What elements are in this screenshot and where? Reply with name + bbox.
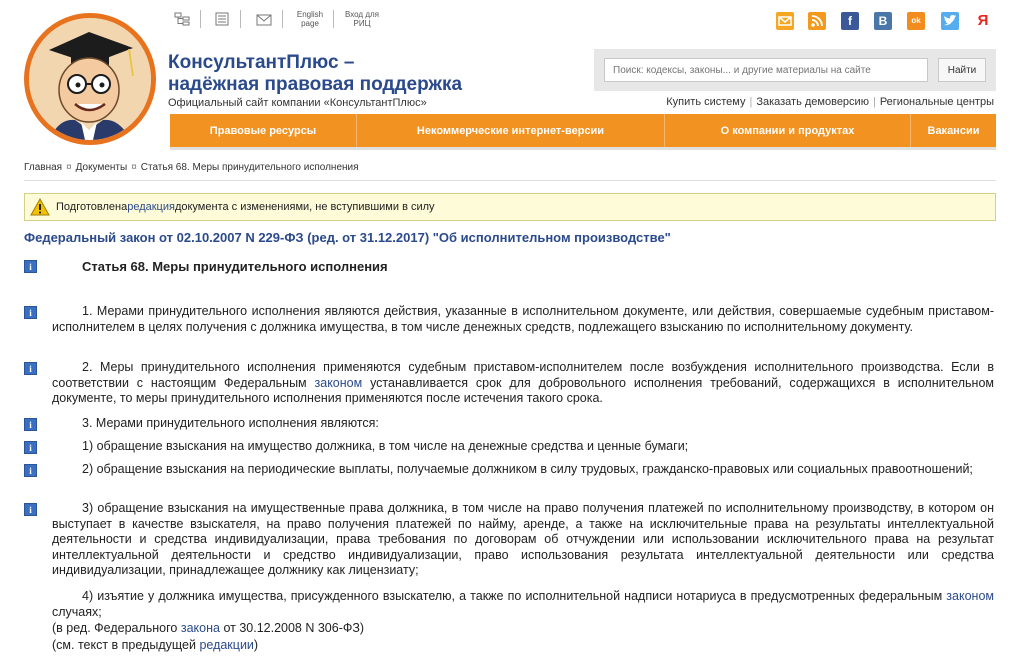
paragraph-3-3: 3) обращение взыскания на имущественные права должника, в том числе на право получения платежей по исполнительному производству, в котором он выступает в качестве взыскателя, на право получения платежей по найму, аренде, а также на исключительные права на результаты интеллектуальной деятельности и средства индивидуализации, права требования по договорам об отчуждении или использовании исключительного права на результат интеллектуальной деятельности и средство индивидуализации, право использования результата интеллектуальной деятельности или средства индивидуализации, принадлежащее должнику как лицензиату;: [52, 501, 994, 577]
ric-login-link[interactable]: Вход для РИЦ: [345, 10, 379, 28]
document-title: Федеральный закон от 02.10.2007 N 229-ФЗ (ред. от 31.12.2017) "Об исполнительном производстве": [24, 230, 671, 245]
brand-subtitle[interactable]: надёжная правовая поддержка: [168, 74, 463, 95]
paragraph-1: 1. Мерами принудительного исполнения являются действия, указанные в исполнительном документе, или действия, совершаемые судебным приставом-исполнителем в целях получения с должника имущества, в том числе денежных средств, подлежащего взысканию по исполнительному документу.: [52, 304, 994, 334]
previous-edition-link[interactable]: редакции: [199, 638, 254, 652]
divider: [24, 180, 996, 181]
order-demo-link[interactable]: Заказать демоверсию: [756, 96, 869, 108]
law-link[interactable]: законом: [314, 375, 363, 390]
subnav: Купить систему | Заказать демоверсию | Региональные центры: [666, 96, 994, 108]
edition-link[interactable]: редакция: [127, 201, 175, 213]
divider: [200, 10, 201, 28]
envelope-icon[interactable]: [256, 12, 272, 26]
sitemap-icon[interactable]: [174, 12, 190, 26]
tagline: Официальный сайт компании «КонсультантПлюс»: [168, 97, 427, 109]
info-icon[interactable]: i: [24, 362, 37, 375]
info-icon[interactable]: i: [24, 418, 37, 431]
warning-banner: Подготовлена редакция документа с изменениями, не вступившими в силу: [24, 193, 996, 221]
article-title: Статья 68. Меры принудительного исполнения: [82, 259, 388, 274]
search-input[interactable]: [604, 58, 928, 82]
brand-title[interactable]: КонсультантПлюс –: [168, 52, 355, 73]
twitter-icon[interactable]: [941, 12, 959, 30]
paragraph-3: 3. Мерами принудительного исполнения являются:: [82, 416, 379, 430]
paragraph-3-4: 4) изъятие у должника имущества, присужденного взыскателю, а также по исполнительной надписи нотариуса в предусмотренных федеральным законом случаях;: [52, 589, 994, 619]
logo[interactable]: [24, 13, 156, 145]
professor-mascot-icon: [29, 18, 151, 140]
yandex-icon[interactable]: Я: [977, 12, 989, 29]
vkontakte-icon[interactable]: В: [874, 12, 892, 30]
nav-noncommercial-versions[interactable]: Некоммерческие интернет-версии: [357, 114, 665, 147]
search-button[interactable]: Найти: [938, 58, 986, 82]
nav-about-company[interactable]: О компании и продуктах: [665, 114, 911, 147]
divider: [333, 10, 334, 28]
main-navigation: [170, 114, 996, 150]
paragraph-3-2: 2) обращение взыскания на периодические выплаты, получаемые должником в силу трудовых, гражданско-правовых или социальных правоотношений;: [82, 462, 973, 476]
warning-icon: [30, 198, 50, 216]
breadcrumb-home[interactable]: Главная: [24, 162, 63, 173]
nav-vacancies[interactable]: Вакансии: [927, 124, 980, 137]
edit-note: (в ред. Федерального закона от 30.12.2008 N 306-ФЗ): [52, 621, 365, 635]
paragraph-2: 2. Меры принудительного исполнения применяются судебным приставом-исполнителем после возбуждения исполнительного производства. Если в соответствии с настоящим Федеральным законом устанавливается срок для добровольного исполнения требований, содержащихся в исполнительном документе, то меры принудительного исполнения применяются после истечения такого срока.: [52, 360, 994, 405]
paragraph-3-1: 1) обращение взыскания на имущество должника, в том числе на денежные средства и ценные бумаги;: [82, 439, 689, 453]
breadcrumb-documents[interactable]: Документы: [75, 162, 128, 173]
buy-system-link[interactable]: Купить систему: [666, 96, 746, 108]
info-icon[interactable]: i: [24, 441, 37, 454]
previous-edition-note: (см. текст в предыдущей редакции): [52, 638, 259, 652]
mail-icon[interactable]: [776, 12, 794, 30]
nav-legal-resources[interactable]: Правовые ресурсы: [170, 114, 357, 147]
divider: [240, 10, 241, 28]
facebook-icon[interactable]: f: [841, 12, 859, 30]
info-icon[interactable]: i: [24, 260, 37, 273]
breadcrumb: Главная ¤ Документы ¤ Статья 68. Меры принудительного исполнения: [24, 162, 359, 173]
odnoklassniki-icon[interactable]: ok: [907, 12, 925, 30]
amending-law-link[interactable]: закона: [180, 621, 220, 635]
divider: [282, 10, 283, 28]
english-page-link[interactable]: English page: [296, 10, 324, 28]
info-icon[interactable]: i: [24, 306, 37, 319]
breadcrumb-current: Статья 68. Меры принудительного исполнения: [140, 162, 359, 173]
rss-icon[interactable]: [808, 12, 826, 30]
print-icon[interactable]: [214, 12, 230, 26]
regional-centers-link[interactable]: Региональные центры: [879, 96, 994, 108]
info-icon[interactable]: i: [24, 503, 37, 516]
info-icon[interactable]: i: [24, 464, 37, 477]
federal-law-link[interactable]: законом: [946, 589, 994, 603]
